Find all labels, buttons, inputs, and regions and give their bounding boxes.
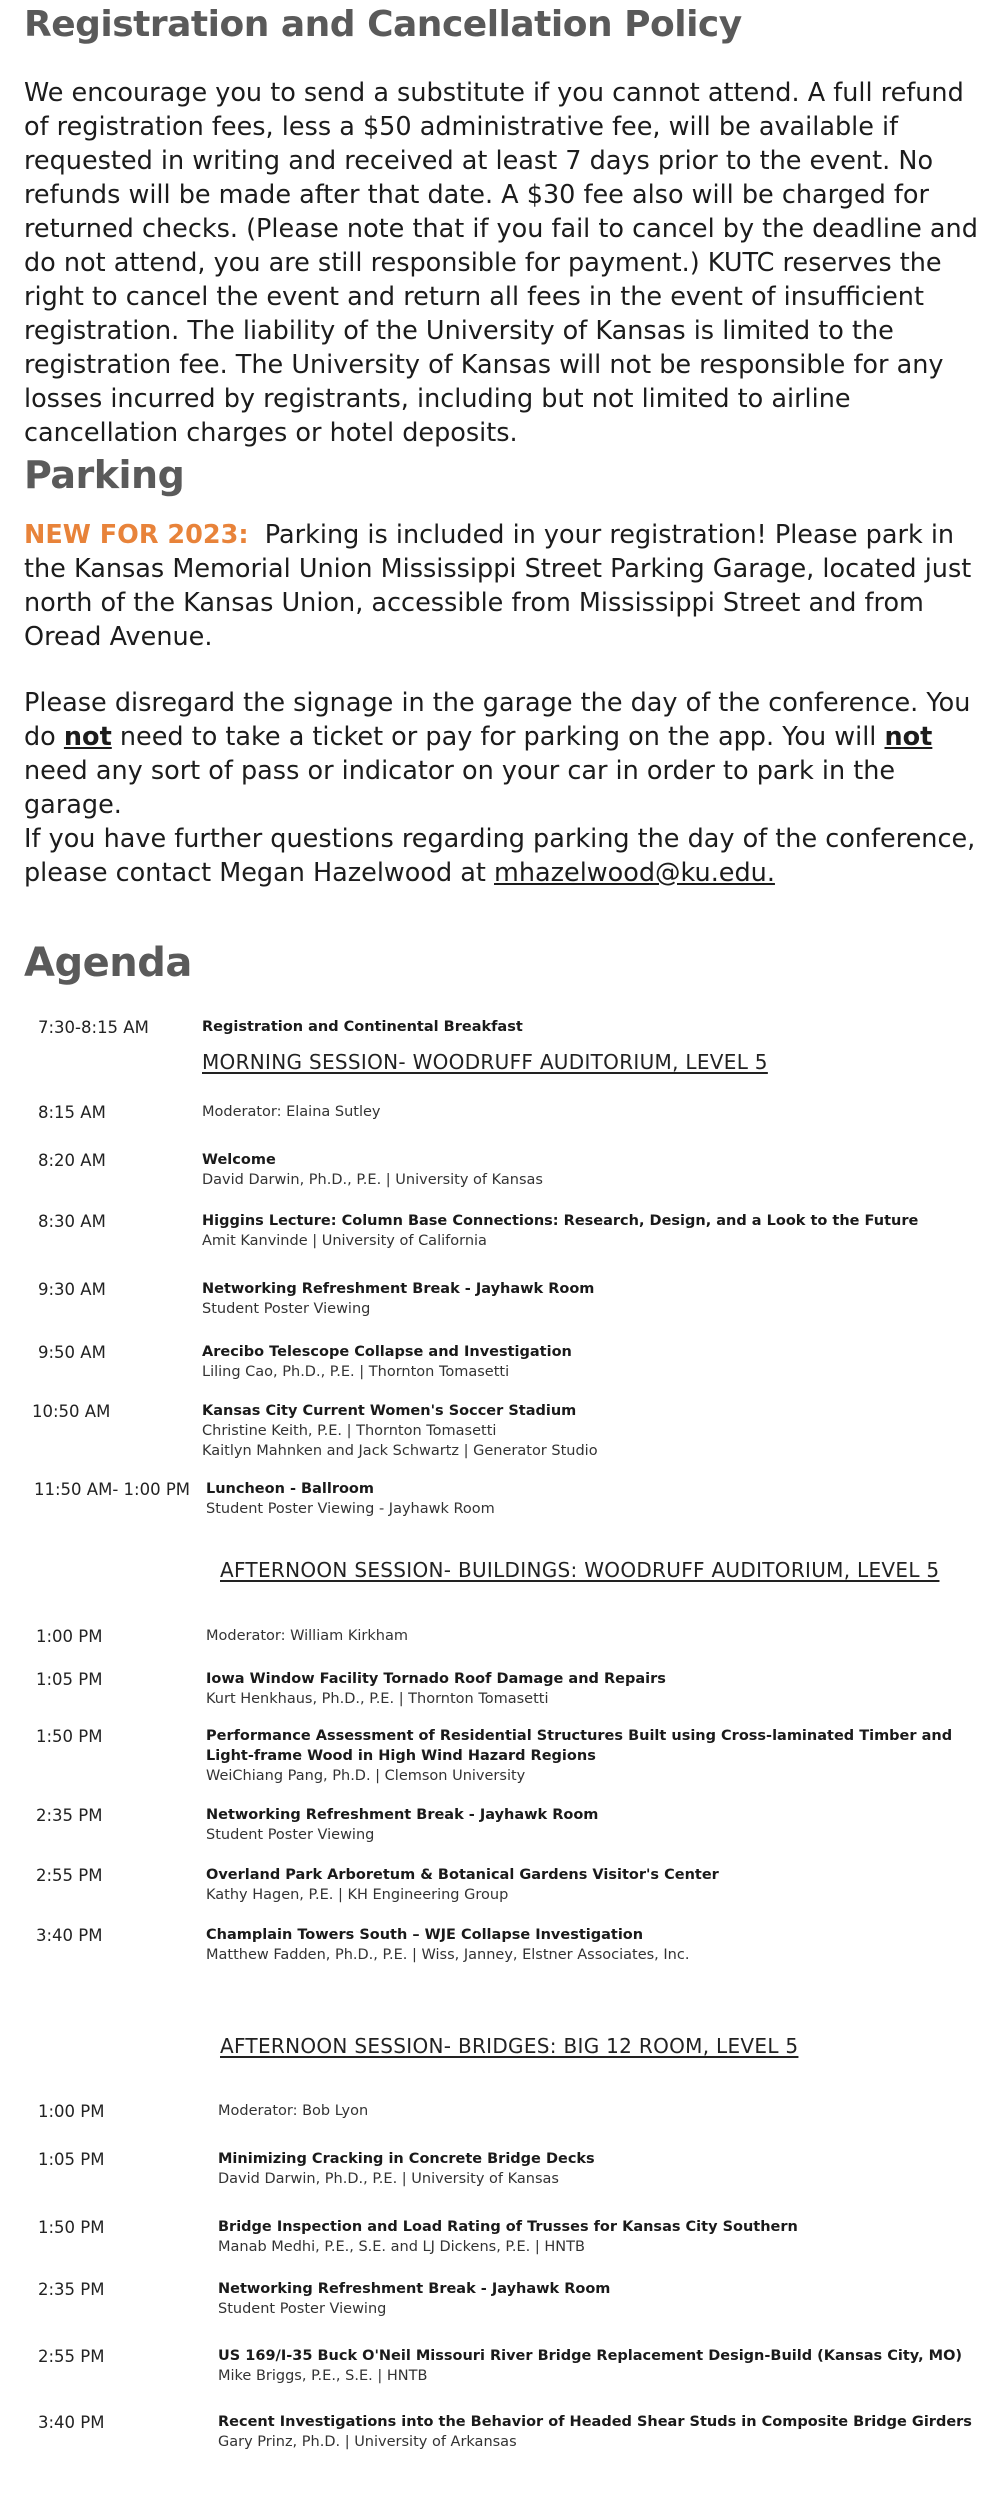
not-emphasis: not (884, 722, 933, 752)
agenda-item-detail: Christine Keith, P.E. | Thornton Tomasetti (202, 1423, 497, 1439)
policy-heading: Registration and Cancellation Policy (24, 4, 742, 45)
parking-p3-text: If you have further questions regarding parking the day of the conference, please contact Megan Hazelwood at (24, 824, 976, 888)
agenda-item-title: Champlain Towers South – WJE Collapse Investigation (206, 1927, 644, 1943)
agenda-time: 9:50 AM (38, 1343, 106, 1362)
agenda-item-detail: Kathy Hagen, P.E. | KH Engineering Group (206, 1887, 509, 1903)
agenda-item (202, 1279, 962, 1319)
session-title: MORNING SESSION- WOODRUFF AUDITORIUM, LEVEL 5 (202, 1050, 768, 1074)
agenda-item (218, 2217, 978, 2257)
agenda-item (202, 1211, 962, 1251)
agenda-item-detail: Moderator: Bob Lyon (218, 2103, 369, 2119)
agenda-item-title: Recent Investigations into the Behavior of Headed Shear Studs in Composite Bridge Girders (218, 2414, 972, 2430)
agenda-item (202, 1342, 962, 1382)
agenda-item (206, 1865, 966, 1905)
agenda-item-detail: Student Poster Viewing (202, 1301, 371, 1317)
agenda-time: 1:00 PM (38, 2102, 105, 2121)
agenda-item-title: Networking Refreshment Break - Jayhawk Room (202, 1281, 595, 1297)
agenda-item-detail: Gary Prinz, Ph.D. | University of Arkansas (218, 2434, 517, 2450)
agenda-time: 8:20 AM (38, 1151, 106, 1170)
parking-paragraph-3 (24, 822, 992, 890)
agenda-item-title: Arecibo Telescope Collapse and Investigation (202, 1344, 572, 1360)
agenda-item (202, 1017, 962, 1037)
agenda-item-title: Kansas City Current Women's Soccer Stadium (202, 1403, 577, 1419)
agenda-item (218, 2412, 978, 2452)
agenda-item-detail: WeiChiang Pang, Ph.D. | Clemson University (206, 1768, 526, 1784)
agenda-item (206, 1669, 966, 1709)
agenda-item-title: US 169/I-35 Buck O'Neil Missouri River Bridge Replacement Design-Build (Kansas City, MO) (218, 2348, 963, 2364)
agenda-item-detail: Moderator: William Kirkham (206, 1628, 408, 1644)
agenda-item-title: Performance Assessment of Residential Structures Built using Cross-laminated Timber and Light-frame Wood in High Wind Hazard Regions (206, 1728, 953, 1764)
agenda-time: 1:05 PM (36, 1670, 103, 1689)
parking-paragraph-1 (24, 518, 992, 654)
agenda-item-detail: Mike Briggs, P.E., S.E. | HNTB (218, 2368, 428, 2384)
agenda-item (202, 1150, 962, 1190)
agenda-time: 2:35 PM (36, 1806, 103, 1825)
agenda-item-title: Luncheon - Ballroom (206, 1481, 374, 1497)
agenda-item-detail: Kurt Henkhaus, Ph.D., P.E. | Thornton Tomasetti (206, 1691, 549, 1707)
agenda-item (218, 2101, 978, 2121)
agenda-time: 3:40 PM (36, 1926, 103, 1945)
agenda-time: 9:30 AM (38, 1280, 106, 1299)
agenda-item-detail: Student Poster Viewing (218, 2301, 387, 2317)
agenda-item (218, 2279, 978, 2319)
agenda-item (218, 2149, 978, 2189)
agenda-time: 7:30-8:15 AM (38, 1018, 149, 1037)
policy-text: We encourage you to send a substitute if you cannot attend. A full refund of registration fees, less a $50 administrative fee, will be available if requested in writing and received at least 7 days prior to the event. No refunds will be made after that date. A $30 fee also will be charged for returned checks. (Please note that if you fail to cancel by the deadline and do not attend, you are still responsible for payment.) KUTC reserves the right to cancel the event and return all fees in the event of insufficient registration. The liability of the University of Kansas is limited to the registration fee. The University of Kansas will not be responsible for any losses incurred by registrants, including but not limited to airline cancellation charges or hotel deposits. (24, 78, 978, 448)
agenda-item-detail: David Darwin, Ph.D., P.E. | University of Kansas (218, 2171, 559, 2187)
agenda-item (206, 1925, 966, 1965)
agenda-item (206, 1626, 966, 1646)
agenda-item-title: Iowa Window Facility Tornado Roof Damage and Repairs (206, 1671, 666, 1687)
agenda-item-title: Welcome (202, 1152, 276, 1168)
agenda-time: 1:00 PM (36, 1627, 103, 1646)
agenda-item-detail: Manab Medhi, P.E., S.E. and LJ Dickens, P.E. | HNTB (218, 2239, 585, 2255)
agenda-time: 8:15 AM (38, 1103, 106, 1122)
agenda-item-title: Bridge Inspection and Load Rating of Trusses for Kansas City Southern (218, 2219, 798, 2235)
agenda-item-detail: Amit Kanvinde | University of California (202, 1233, 487, 1249)
agenda-item-title: Higgins Lecture: Column Base Connections: Research, Design, and a Look to the Future (202, 1213, 919, 1229)
agenda-item-title: Registration and Continental Breakfast (202, 1019, 523, 1035)
agenda-time: 1:05 PM (38, 2150, 105, 2169)
parking-heading: Parking (24, 453, 185, 497)
agenda-item (206, 1726, 966, 1786)
agenda-item-title: Networking Refreshment Break - Jayhawk Room (218, 2281, 611, 2297)
agenda-item-detail: Kaitlyn Mahnken and Jack Schwartz | Generator Studio (202, 1443, 598, 1459)
agenda-item-detail: Student Poster Viewing - Jayhawk Room (206, 1501, 495, 1517)
new-for-2023-label: NEW FOR 2023: (24, 520, 249, 550)
parking-p1-text: Parking is included in your registration! Please park in the Kansas Memorial Union Mississippi Street Parking Garage, located just north of the Kansas Union, accessible from Mississippi Street and from Oread Avenue. (24, 520, 972, 652)
agenda-item-detail: Moderator: Elaina Sutley (202, 1104, 381, 1120)
agenda-time: 2:55 PM (38, 2347, 105, 2366)
agenda-time: 8:30 AM (38, 1212, 106, 1231)
session-title: AFTERNOON SESSION- BRIDGES: BIG 12 ROOM, LEVEL 5 (220, 2034, 799, 2058)
session-title: AFTERNOON SESSION- BUILDINGS: WOODRUFF AUDITORIUM, LEVEL 5 (220, 1558, 940, 1582)
agenda-item (218, 2346, 978, 2386)
parking-p2-b: need to take a ticket or pay for parking on the app. You will (111, 722, 885, 752)
agenda-item-title: Overland Park Arboretum & Botanical Gardens Visitor's Center (206, 1867, 719, 1883)
agenda-item-detail: Student Poster Viewing (206, 1827, 375, 1843)
agenda-item-detail: Matthew Fadden, Ph.D., P.E. | Wiss, Janney, Elstner Associates, Inc. (206, 1947, 690, 1963)
agenda-time: 3:40 PM (38, 2413, 105, 2432)
agenda-time: 11:50 AM- 1:00 PM (34, 1480, 191, 1499)
email-link[interactable]: mhazelwood@ku.edu. (494, 858, 775, 888)
agenda-item (202, 1401, 962, 1461)
not-emphasis: not (63, 722, 112, 752)
agenda-item-detail: Liling Cao, Ph.D., P.E. | Thornton Tomasetti (202, 1364, 510, 1380)
agenda-item-title: Networking Refreshment Break - Jayhawk Room (206, 1807, 599, 1823)
agenda-item (202, 1102, 962, 1122)
agenda-time: 10:50 AM (32, 1402, 111, 1421)
agenda-time: 2:55 PM (36, 1866, 103, 1885)
agenda-heading: Agenda (24, 940, 192, 986)
agenda-time: 2:35 PM (38, 2280, 105, 2299)
parking-paragraph-2 (24, 686, 992, 822)
agenda-time: 1:50 PM (36, 1727, 103, 1746)
agenda-item (206, 1479, 966, 1519)
agenda-time: 1:50 PM (38, 2218, 105, 2237)
agenda-item (206, 1805, 966, 1845)
parking-p2-a: Please disregard the signage in the garage the day of the conference. You do (24, 688, 971, 752)
agenda-item-title: Minimizing Cracking in Concrete Bridge Decks (218, 2151, 595, 2167)
parking-p2-c: need any sort of pass or indicator on your car in order to park in the garage. (24, 756, 896, 820)
agenda-item-detail: David Darwin, Ph.D., P.E. | University of Kansas (202, 1172, 543, 1188)
